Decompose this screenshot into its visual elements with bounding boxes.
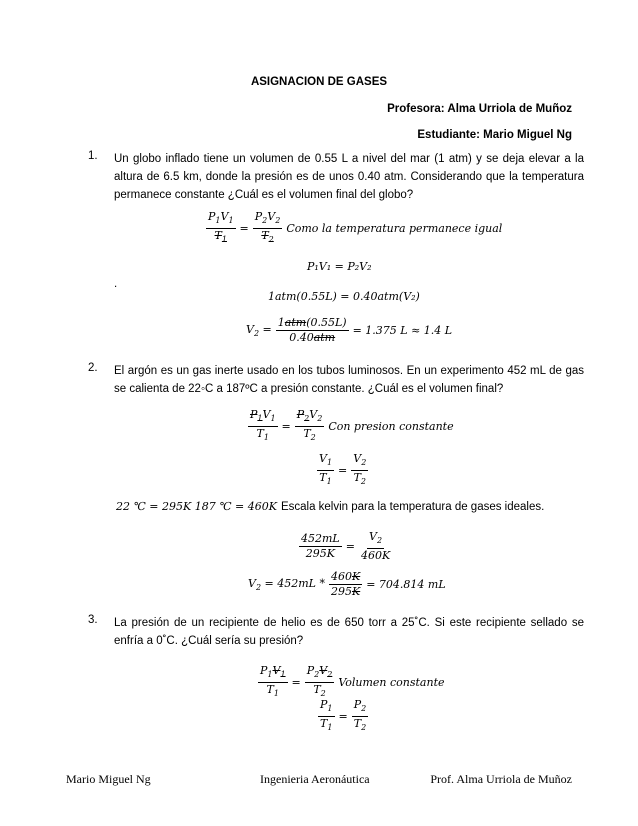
footer-left: Mario Miguel Ng [66,772,151,786]
q1-equation-3: 1atm(0.55L) = 0.40atm(V₂) [268,290,420,303]
q2-text: El argón es un gas inerte usado en los tubos luminosos. En un experimento 452 mL de gas se calienta de 22◦C a 187ºC a presión constante. ¿Cuál es el volumen final? [114,365,584,395]
q2-conversion-math: 22 ℃ = 295K 187 ℃ = 460K [116,500,277,513]
q3-formula-gaylussac: $\frac{P_1V_1}{T_1}$ = $\frac{P_2V_2}{T_2}$ Volumen constante [260,664,445,699]
q2-result: = 704.814 mL [366,578,446,591]
q1-text: Un globo inflado tiene un volumen de 0.55 L a nivel del mar (1 atm) y se deja elevar a la altura de 6.5 km, donde la presión es de unos 0.40 atm. Considerando que la temperatura permanece constante ¿Cuál es el volumen final del globo? [114,153,584,201]
q3-number: 3. [88,614,98,626]
q3-text: La presión de un recipiente de helio es de 650 torr a 25˚C. Si este recipiente sellado se enfría a 0˚C. ¿Cuál sería su presión? [114,617,584,647]
q1-number: 1. [88,150,98,162]
professor-line: Profesora: Alma Urriola de Muñoz [387,103,572,115]
q2-result-formula: $V_2 = 452mL$ * $\frac{460K}{295K}$ = 704.814 mL [248,570,446,598]
q1-equation-2: P₁V₁ = P₂V₂ [307,260,372,273]
q1-result-formula: $V_2$ = 1atm(0.55L) 0.40atm = 1.375 L ≈ 1.4 L [246,316,453,344]
q1-formula-boyle: $\frac{P_1V_1}{T_1}$ = $\frac{P_2V_2}{T_2}$ Como la temperatura permanece igual [208,210,503,245]
page-title: ASIGNACION DE GASES [250,76,388,88]
q1-dot: . [114,278,118,290]
q2-formula-substituted: $\frac{452mL}{295K}$ = $\frac{V_2}{460K}$ [301,530,391,563]
q2-formula-volume-ratio: $\frac{V_1}{T_1}$ = $\frac{V_2}{T_2}$ [319,452,367,487]
q2-note: Con presion constante [328,420,454,434]
q2-number: 2. [88,362,98,374]
q3-formula-pressure-ratio: $\frac{P_1}{T_1}$ = $\frac{P_2}{T_2}$ [320,698,367,733]
q2-formula-charles: $\frac{P_1V_1}{T_1}$ = $\frac{P_2V_2}{T_2}$ Con presion constante [250,408,454,443]
q2-conversion-line [114,500,546,513]
q2-conversion-text: Escala kelvin para la temperatura de gases ideales. [280,500,545,513]
footer-center: Ingenieria Aeronáutica [260,772,370,786]
q1-note: Como la temperatura permanece igual [286,222,503,236]
student-line: Estudiante: Mario Miguel Ng [417,129,572,141]
q1-result: = 1.375 L ≈ 1.4 L [352,324,453,337]
q3-note: Volumen constante [338,676,445,690]
footer-right: Prof. Alma Urriola de Muñoz [430,772,572,786]
